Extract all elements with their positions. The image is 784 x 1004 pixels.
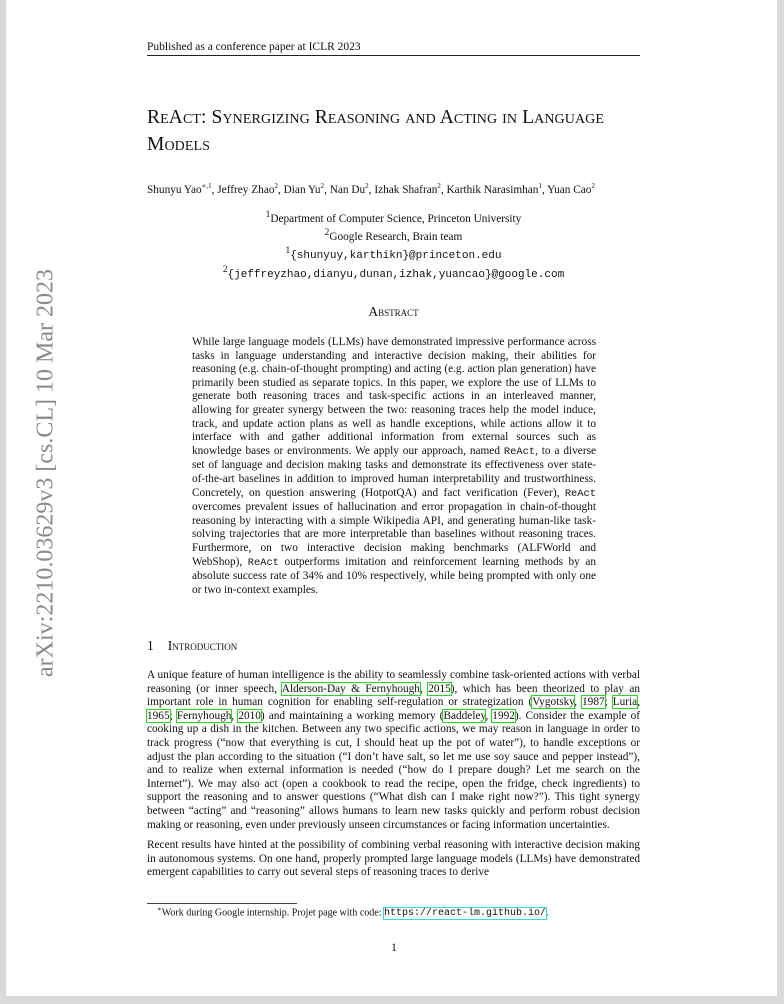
author-affil-mark: 2 — [274, 182, 278, 190]
citation-separator: ; — [604, 696, 613, 709]
author-name: , Dian Yu — [277, 183, 321, 196]
author-name: Shunyu Yao — [147, 183, 202, 196]
affiliations — [147, 208, 640, 282]
citation-link[interactable]: 1987 — [582, 696, 605, 709]
author-list — [147, 182, 647, 196]
affiliation-text: Google Research, Brain team — [329, 230, 463, 243]
author-name: , Yuan Cao — [541, 183, 592, 196]
citation-separator: , — [231, 709, 239, 722]
page-number: 1 — [391, 942, 397, 954]
citation-separator: , — [485, 709, 493, 722]
citation-separator: , — [419, 682, 429, 695]
react-term: ReAct — [247, 556, 279, 569]
section-number: 1 — [147, 638, 154, 653]
abstract-body — [192, 336, 596, 597]
footnote-rule — [147, 903, 297, 904]
citation-link[interactable]: Fernyhough — [176, 709, 232, 722]
citation-link[interactable]: 1965 — [147, 709, 170, 722]
citation-link[interactable]: 2010 — [238, 709, 261, 722]
abstract-heading: Abstract — [368, 304, 419, 319]
section-heading — [147, 638, 237, 654]
author-name: , Nan Du — [324, 183, 366, 196]
affil-mark: 1 — [265, 210, 271, 220]
affiliation-text: Department of Computer Science, Princeton University — [270, 212, 522, 225]
affiliation-line — [147, 208, 640, 226]
email-text: {shunyuy,karthikn}@princeton.edu — [290, 249, 502, 262]
author-affil-mark: 2 — [591, 182, 595, 190]
introduction-body — [147, 669, 640, 887]
affiliation-line — [147, 226, 640, 244]
author-affil-mark: ∗,1 — [201, 182, 212, 190]
project-url-link[interactable]: https://react-lm.github.io/ — [383, 908, 547, 920]
abstract-text: overcomes prevalent issues of hallucination and error propagation in chain-of-thought reasoning by interacting with a simple Wikipedia API, and generating human-like task-solving trajectories that are more interpretable than baselines without reasoning traces. Furthermore, on two interactive decision making benchmarks (ALFWorld and WebShop), — [192, 501, 596, 568]
paper-title: ReAct: Synergizing Reasoning and Acting in Language Models — [147, 107, 605, 155]
paragraph-text: ), which has been theorized to play an important role in human cognition for enabling self-regulation or strategization ( — [147, 682, 641, 709]
footnote-mark: ∗ — [157, 905, 162, 913]
citation-separator: , — [637, 696, 641, 709]
citation-link[interactable]: Vygotsky — [532, 696, 575, 709]
paragraph-text: ). Consider the example of cooking up a dish in the kitchen. Between any two specific actions, we may reason in language in order to track progress (“now that everything is cut, I should heat up the pot of water”), to handle exceptions or adjust the plan according to the situation (“I don’t have salt, so let me use soy sauce and pepper instead”), and to realize when external information is needed (“how do I prepare dough? Let me search on the Internet”). We may also act (open a cookbook to read the recipe, open the fridge, check ingredients) to support the reasoning and to answer questions (“What dish can I make right now?”). This tight synergy between “acting” and “reasoning” allows humans to learn new tasks quickly and perform robust decision making or reasoning, even under previously unseen circumstances or facing information uncertainties. — [147, 709, 641, 831]
abstract-text: outperforms imitation and reinforcement learning methods by an absolute success rate of 34% and 10% respectively, while being prompted with only one or two in-context examples. — [192, 555, 596, 596]
footnote — [157, 905, 637, 919]
email-line — [147, 244, 640, 263]
arxiv-side-label — [32, 266, 60, 680]
abstract-text: While large language models (LLMs) have demonstrated impressive performance across tasks in language understanding and interactive decision making, their abilities for reasoning (e.g. chain-of-thought prompting) and acting (e.g. action plan generation) have primarily been studied as separate topics. In this paper, we explore the use of LLMs to generate both reasoning traces and task-specific actions in an interleaved manner, allowing for greater synergy between the two: reasoning traces help the model induce, track, and update action plans as well as handle exceptions, while actions allow it to interface with and gather additional information from external sources such as knowledge bases or environments. We apply our approach, named — [192, 336, 596, 457]
citation-link[interactable]: Baddeley — [443, 709, 486, 722]
citation-link[interactable]: 1992 — [492, 709, 515, 722]
author-affil-mark: 2 — [437, 182, 441, 190]
affil-mark: 2 — [324, 228, 330, 239]
react-term: ReAct — [503, 445, 536, 458]
citation-link[interactable]: Luria — [612, 696, 638, 709]
citation-link[interactable]: Alderson-Day & Fernyhough — [281, 682, 420, 695]
citation-separator: , — [574, 696, 583, 709]
abstract-text: , to a diverse set of language and decision making tasks and demonstrate its effectiveness over state-of-the-art baselines in addition to improved human interpretability and trustworthiness. Concretely, on question answering (HotpotQA) and fact verification (Fever), — [192, 444, 596, 499]
affil-mark: 1 — [285, 246, 291, 257]
section-title: Introduction — [167, 638, 238, 653]
author-name: , Karthik Narasimhan — [440, 183, 539, 196]
arxiv-id: arXiv:2210.03629v3 [cs.CL] 10 Mar 2023 — [32, 269, 59, 677]
conference-header: Published as a conference paper at ICLR 2023 — [147, 41, 640, 56]
citation-link[interactable]: 2015 — [428, 682, 451, 695]
author-name: , Izhak Shafran — [368, 183, 438, 196]
paragraph-text: A unique feature of human intelligence is the ability to seamlessly combine task-oriented actions with verbal reasoning (or inner speech, — [147, 669, 640, 695]
email-text: {jeffreyzhao,dianyu,dunan,izhak,yuancao}@google.com — [227, 268, 565, 281]
paragraph — [147, 669, 640, 832]
citation-separator: ; — [169, 709, 177, 722]
react-term: ReAct — [564, 487, 596, 500]
footnote-text: Work during Google internship. Projet page with code: — [161, 907, 384, 919]
author-affil-mark: 1 — [538, 182, 542, 190]
paragraph-text: ) and maintaining a working memory ( — [260, 709, 444, 722]
email-line — [147, 263, 640, 282]
author-affil-mark: 2 — [365, 182, 369, 190]
author-name: , Jeffrey Zhao — [211, 183, 275, 196]
paragraph: Recent results have hinted at the possibility of combining verbal reasoning with interactive decision making in autonomous systems. On one hand, properly prompted large language models (LLMs) have demonstrated emergent capabilities to carry out several steps of reasoning traces to derive — [147, 839, 640, 879]
affil-mark: 2 — [222, 265, 228, 276]
author-affil-mark: 2 — [320, 182, 325, 190]
footnote-text: . — [546, 907, 549, 919]
